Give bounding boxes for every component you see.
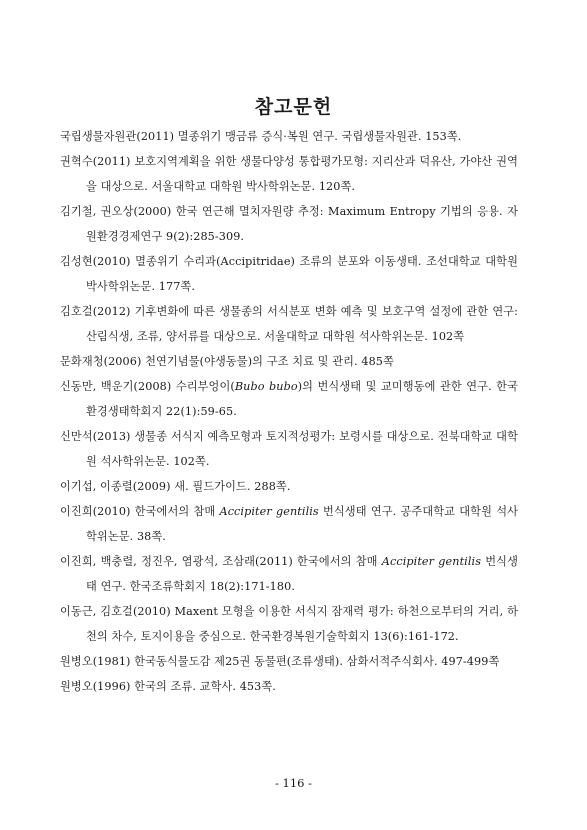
reference-entry bbox=[60, 349, 518, 374]
reference-text: 김성현(2010) 멸종위기 수리과(Accipitridae) 조류의 분포와 이동생태. 조선대학교 대학원 박사학위논문. 177쪽. bbox=[60, 255, 518, 293]
reference-entry bbox=[60, 649, 518, 674]
species-name: Bubo bubo bbox=[234, 380, 298, 393]
reference-entry bbox=[60, 299, 518, 349]
reference-text: 김호걸(2012) 기후변화에 따른 생물종의 서식분포 변화 예측 및 보호구역 설정에 관한 연구: 산림식생, 조류, 양서류를 대상으로. 서울대학교 대학원 석사학위논문. 102쪽 bbox=[60, 305, 518, 343]
reference-entry bbox=[60, 549, 518, 599]
reference-entry bbox=[60, 424, 518, 474]
reference-entry bbox=[60, 199, 518, 249]
reference-text: 원병오(1981) 한국동식물도감 제25권 동물편(조류생태). 삼화서적주식회사. 497-499쪽 bbox=[60, 655, 500, 668]
reference-text: 권혁수(2011) 보호지역계획을 위한 생물다양성 통합평가모형: 지리산과 덕유산, 가야산 권역을 대상으로. 서울대학교 대학원 박사학위논문. 120쪽. bbox=[60, 155, 518, 193]
reference-text: 김기철, 권오상(2000) 한국 연근해 멸치자원량 추정: Maximum Entropy 기법의 응용. 자원환경경제연구 9(2):285-309. bbox=[60, 205, 518, 243]
reference-list bbox=[60, 124, 518, 699]
reference-text: 국립생물자원관(2011) 멸종위기 맹금류 증식·복원 연구. 국립생물자원관. 153쪽. bbox=[60, 130, 462, 143]
page-title: 참고문헌 bbox=[254, 96, 333, 118]
reference-entry bbox=[60, 249, 518, 299]
reference-text: 이기섭, 이종렬(2009) 새. 필드가이드. 288쪽. bbox=[60, 480, 291, 493]
reference-text: 이진희(2010) 한국에서의 참매 bbox=[60, 505, 220, 518]
page-number: - 116 - bbox=[274, 776, 313, 790]
reference-entry bbox=[60, 474, 518, 499]
reference-entry bbox=[60, 674, 518, 699]
reference-text: 이동근, 김호걸(2010) Maxent 모형을 이용한 서식지 잠재력 평가: 하천으로부터의 거리, 하천의 차수, 토지이용을 중심으로. 한국환경복원기술학회지 13(6):161-172. bbox=[60, 605, 518, 643]
reference-text: 원병오(1996) 한국의 조류. 교학사. 453쪽. bbox=[60, 680, 276, 693]
reference-text: 번식생태 연구. 공주대학교 대학원 석사학위논문. 38쪽. bbox=[86, 505, 519, 543]
species-name: Accipiter gentilis bbox=[381, 555, 482, 568]
reference-entry bbox=[60, 149, 518, 199]
reference-entry bbox=[60, 374, 518, 424]
reference-text: 신동만, 백운기(2008) 수리부엉이( bbox=[60, 380, 235, 393]
reference-entry bbox=[60, 499, 518, 549]
reference-text: 신만석(2013) 생물종 서식지 예측모형과 토지적성평가: 보령시를 대상으로. 전북대학교 대학원 석사학위논문. 102쪽. bbox=[60, 430, 518, 468]
reference-entry bbox=[60, 599, 518, 649]
reference-text: 문화재청(2006) 천연기념물(야생동물)의 구조 치료 및 관리. 485쪽 bbox=[60, 355, 394, 368]
reference-text: )의 번식생태 및 교미행동에 관한 연구. 한국환경생태학회지 22(1):59-65. bbox=[86, 380, 519, 418]
reference-entry bbox=[60, 124, 518, 149]
reference-text: 이진희, 백충렬, 정진우, 염광석, 조삼래(2011) 한국에서의 참매 bbox=[60, 555, 382, 568]
species-name: Accipiter gentilis bbox=[219, 505, 319, 518]
reference-text: 번식생태 연구. 한국조류학회지 18(2):171-180. bbox=[86, 555, 518, 593]
